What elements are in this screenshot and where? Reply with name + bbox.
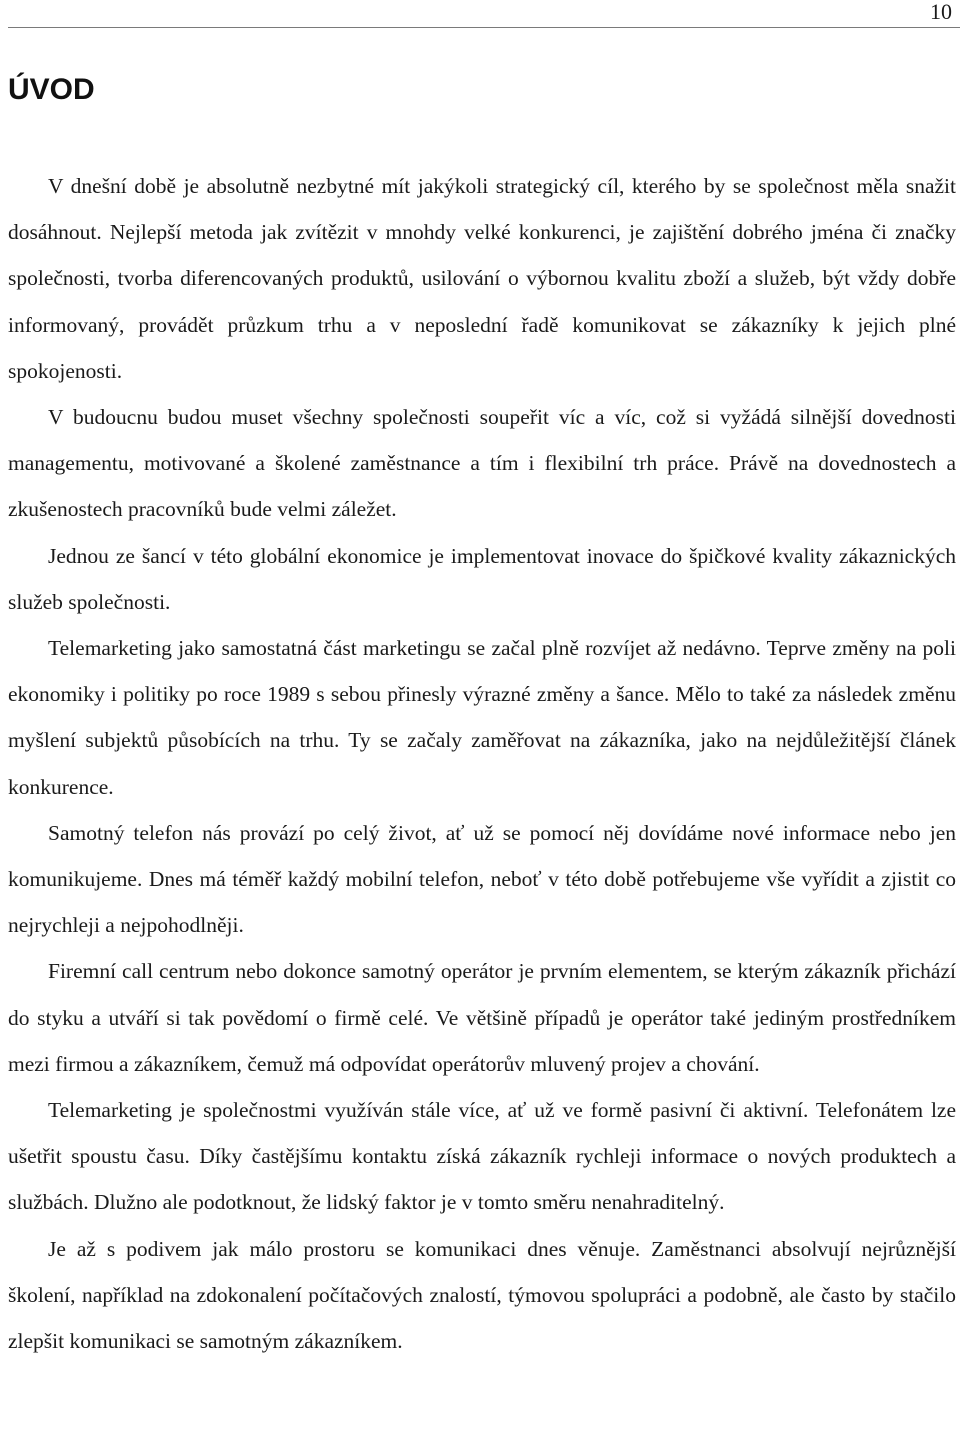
paragraph-telemarketing-usage: Telemarketing je společnostmi využíván stále více, ať už ve formě pasivní či aktivní. Telefonátem lze ušetřit spoustu času. Díky častějšímu kontaktu získá zákazník rychleji informace o nových produktech a službách. Dlužno ale podotknout, že lidský faktor je v tomto směru nenahraditelný. (8, 1098, 956, 1215)
section-heading: ÚVOD (8, 73, 95, 106)
paragraph-future-competition: V budoucnu budou muset všechny společnosti soupeřit víc a víc, což si vyžádá silnější dovednosti managementu, motivované a školené zaměstnance a tím i flexibilní trh práce. Právě na dovednostech a zkušenostech pracovníků bude velmi záležet. (8, 405, 956, 522)
body-text (8, 163, 956, 1364)
paragraph-telephone: Samotný telefon nás provází po celý život, ať už se pomocí něj dovídáme nové informace nebo jen komunikujeme. Dnes má téměř každý mobilní telefon, neboť v této době potřebujeme vše vyřídit a zjistit co nejrychleji a nejpohodlněji. (8, 820, 956, 938)
paragraph-call-centre: Firemní call centrum nebo dokonce samotný operátor je prvním elementem, se kterým zákazník přichází do styku a utváří si tak povědomí o firmě celé. Ve většině případů je operátor také jediným prostředníkem mezi firmou a zákazníkem, čemuž má odpovídat operátorův mluvený projev a chování. (8, 959, 956, 1076)
paragraph-telemarketing-history: Telemarketing jako samostatná část marketingu se začal plně rozvíjet až nedávno. Teprve změny na poli ekonomiky i politiky po roce 1989 s sebou přinesly výrazné změny a šance. Mělo to také za následek změnu myšlení subjektů působících na trhu. Ty se začaly zaměřovat na zákazníka, jako na nejdůležitější článek konkurence. (8, 636, 956, 799)
paragraph-global-economy: Jednou ze šancí v této globální ekonomice je implementovat inovace do špičkové kvality zákaznických služeb společnosti. (8, 543, 956, 614)
header-rule (8, 27, 960, 28)
page-number: 10 (930, 0, 952, 24)
paragraph-intro: V dnešní době je absolutně nezbytné mít jakýkoli strategický cíl, kterého by se společnost měla snažit dosáhnout. Nejlepší metoda jak zvítězit v mnohdy velké konkurenci, je zajištění dobrého jména či značky společnosti, tvorba diferencovaných produktů, usilování o výbornou kvalitu zboží a služeb, být vždy dobře informovaný, provádět průzkum trhu a v neposlední řadě komunikovat se zákazníky k jejich plné spokojenosti. (8, 174, 956, 383)
paragraph-communication: Je až s podivem jak málo prostoru se komunikaci dnes věnuje. Zaměstnanci absolvují nejrůznější školení, například na zdokonalení počítačových znalostí, týmovou spolupráci a podobně, ale často by stačilo zlepšit komunikaci se samotným zákazníkem. (8, 1236, 956, 1354)
